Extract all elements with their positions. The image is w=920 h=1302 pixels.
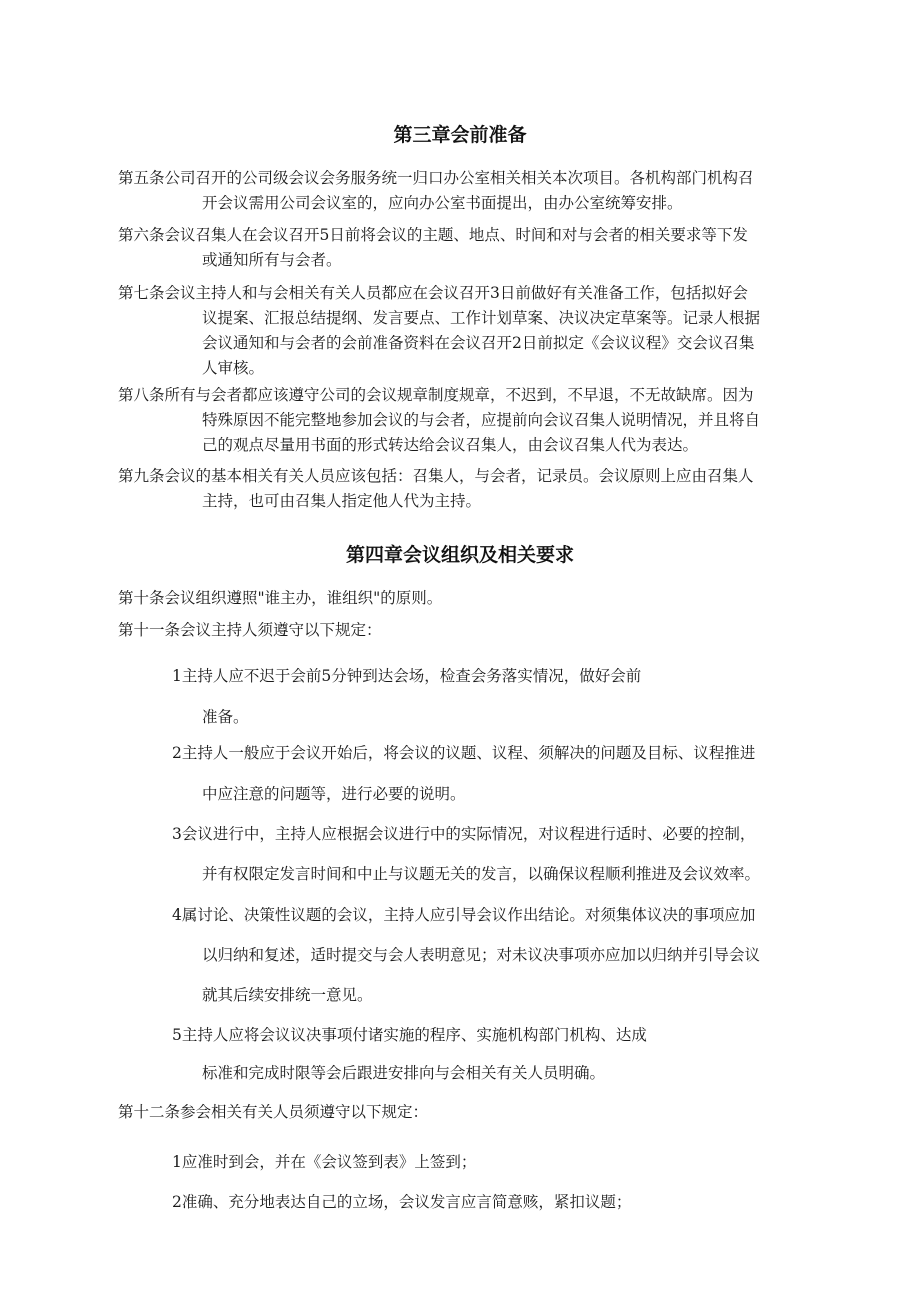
article-12-item-2: 2准确、充分地表达自己的立场，会议发言应言简意赅，紧扣议题； (172, 1193, 632, 1211)
article-7-cont-1: 议提案、汇报总结提纲、发言要点、工作计划草案、决议决定草案等。记录人根据 (202, 309, 761, 327)
article-11: 第十一条会议主持人须遵守以下规定： (118, 621, 382, 639)
article-11-item-5-line-2: 标准和完成时限等会后跟进安排向与会相关有关人员明确。 (202, 1064, 606, 1082)
article-9-cont: 主持，也可由召集人指定他人代为主持。 (202, 492, 482, 510)
chapter-4-title: 第四章会议组织及相关要求 (345, 544, 574, 566)
article-7-lead: 第七条会议主持人和与会相关有关人员都应在会议召开3日前做好有关准备工作，包括拟好会 (118, 284, 748, 302)
article-7-cont-2: 会议通知和与会者的会前准备资料在会议召开2日前拟定《会议议程》交会议召集 (202, 334, 755, 352)
article-11-item-5-line-1: 5主持人应将会议议决事项付诸实施的程序、实施机构部门机构、达成 (172, 1026, 647, 1044)
article-6-cont: 或通知所有与会者。 (202, 251, 342, 269)
article-5-cont: 开会议需用公司会议室的，应向办公室书面提出，由办公室统筹安排。 (202, 194, 683, 212)
article-11-item-4-line-3: 就其后续安排统一意见。 (202, 986, 373, 1004)
article-6-lead: 第六条会议召集人在会议召开5日前将会议的主题、地点、时间和对与会者的相关要求等下发 (118, 226, 748, 244)
article-5-lead: 第五条公司召开的公司级会议会务服务统一归口办公室相关相关本次项目。各机构部门机构召 (118, 169, 754, 187)
article-6 (118, 223, 822, 273)
article-11-item-2-line-1: 2主持人一般应于会议开始后，将会议的议题、议程、须解决的问题及目标、议程推进 (172, 744, 756, 762)
article-11-item-1-line-1: 1主持人应不迟于会前5分钟到达会场，检查会务落实情况，做好会前 (172, 667, 642, 685)
article-11-item-3-line-2: 并有权限定发言时间和中止与议题无关的发言，以确保议程顺利推进及会议效率。 (202, 865, 761, 883)
article-9-lead: 第九条会议的基本相关有关人员应该包括：召集人，与会者，记录员。会议原则上应由召集人 (118, 467, 754, 485)
article-11-item-2-line-2: 中应注意的问题等，进行必要的说明。 (202, 785, 466, 803)
article-12-item-1: 1应准时到会，并在《会议签到表》上签到； (172, 1153, 477, 1171)
article-9 (118, 464, 822, 514)
article-7 (118, 281, 822, 381)
article-7-cont-3: 人审核。 (202, 359, 265, 377)
article-8-lead: 第八条所有与会者都应该遵守公司的会议规章制度规章，不迟到，不早退，不无故缺席。因为 (118, 386, 754, 404)
article-11-item-4-line-2: 以归纳和复述，适时提交与会人表明意见；对未议决事项亦应加以归纳并引导会议 (202, 946, 761, 964)
article-12: 第十二条参会相关有关人员须遵守以下规定： (118, 1103, 429, 1121)
article-11-item-3-line-1: 3会议进行中，主持人应根据会议进行中的实际情况，对议程进行适时、必要的控制， (172, 825, 756, 843)
article-5 (118, 166, 822, 216)
article-8-cont-1: 特殊原因不能完整地参加会议的与会者，应提前向会议召集人说明情况，并且将自 (202, 411, 761, 429)
article-8 (118, 383, 822, 458)
article-10: 第十条会议组织遵照"谁主办，谁组织"的原则。 (118, 589, 443, 607)
article-11-item-1-line-2: 准备。 (202, 708, 249, 726)
chapter-3-title: 第三章会前准备 (393, 124, 527, 146)
article-11-item-4-line-1: 4属讨论、决策性议题的会议，主持人应引导会议作出结论。对须集体议决的事项应加 (172, 906, 756, 924)
article-8-cont-2: 己的观点尽量用书面的形式转达给会议召集人，由会议召集人代为表达。 (202, 436, 699, 454)
